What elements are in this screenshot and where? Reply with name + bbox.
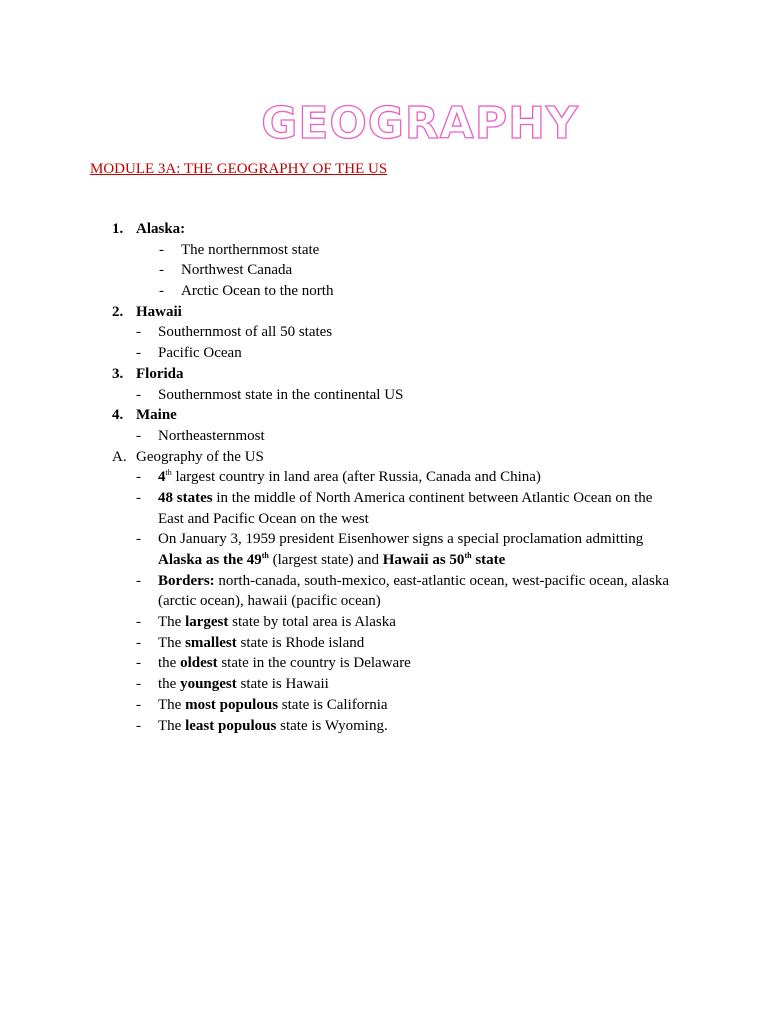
bold-text: smallest — [185, 634, 237, 651]
dash-bullet: - — [136, 345, 141, 362]
dash-bullet: - — [136, 614, 141, 631]
list-point — [0, 674, 768, 695]
list-marker: 2. — [112, 303, 124, 320]
list-item-heading — [0, 302, 768, 323]
dash-bullet: - — [159, 283, 164, 300]
list-point — [0, 612, 768, 633]
plain-text: The — [158, 614, 186, 631]
list-point — [0, 385, 768, 406]
point-text — [158, 571, 678, 612]
point-text — [158, 695, 388, 716]
plain-text: The — [158, 634, 186, 651]
list-point — [0, 695, 768, 716]
dash-bullet: - — [136, 386, 141, 403]
list-point — [0, 529, 768, 570]
list-point — [0, 488, 768, 529]
bold-text: oldest — [180, 655, 218, 672]
superscript: th — [165, 468, 172, 478]
bold-text: largest — [185, 614, 229, 631]
list-point — [0, 322, 768, 343]
list-point — [0, 571, 768, 612]
list-item-heading — [0, 219, 768, 240]
list-heading: Hawaii — [136, 303, 182, 320]
dash-bullet: - — [136, 655, 141, 672]
list-marker: 4. — [112, 407, 124, 424]
page-title: GEOGRAPHY — [261, 98, 579, 149]
dash-bullet: - — [136, 676, 141, 693]
point-text: Northeasternmost — [158, 427, 265, 444]
point-text — [158, 488, 678, 529]
list-point — [0, 467, 768, 488]
bold-text: Hawaii as 50 — [382, 552, 465, 569]
dash-bullet: - — [136, 717, 141, 734]
list-item-heading — [0, 364, 768, 385]
plain-text: On January 3, 1959 president Eisenhower signs a special proclamation admitting — [158, 531, 644, 548]
dash-bullet: - — [159, 262, 164, 279]
plain-text: state is Wyoming. — [276, 717, 388, 734]
point-text — [158, 529, 678, 570]
content-list — [0, 219, 768, 736]
point-text: Northwest Canada — [181, 262, 293, 279]
point-text: Southernmost state in the continental US — [158, 386, 404, 403]
plain-text: (largest state) and — [268, 552, 383, 569]
point-text: Pacific Ocean — [158, 345, 242, 362]
plain-text: the — [158, 676, 181, 693]
plain-text: state is Hawaii — [236, 676, 329, 693]
list-point — [0, 343, 768, 364]
module-heading: MODULE 3A: THE GEOGRAPHY OF THE US — [90, 161, 388, 177]
plain-text: state in the country is Delaware — [217, 655, 411, 672]
plain-text: state is California — [278, 696, 388, 713]
point-text — [158, 653, 411, 674]
list-item-heading — [0, 405, 768, 426]
list-point — [0, 260, 768, 281]
list-point — [0, 716, 768, 737]
point-text — [158, 674, 329, 695]
list-heading: Maine — [136, 407, 177, 424]
point-text — [158, 716, 388, 737]
dash-bullet: - — [136, 469, 141, 486]
bold-text: state — [471, 552, 506, 569]
dash-bullet: - — [136, 324, 141, 341]
plain-text: state by total area is Alaska — [228, 614, 396, 631]
plain-text: north-canada, south-mexico, east-atlantic ocean, west-pacific ocean, alaska (arctic ocean), hawaii (pacific ocean) — [158, 572, 670, 610]
plain-text: The — [158, 717, 186, 734]
bold-text: Alaska as the 49 — [158, 552, 262, 569]
plain-text: the — [158, 655, 181, 672]
bold-text: least populous — [185, 717, 277, 734]
point-text — [158, 467, 541, 488]
plain-text: in the middle of North America continent between Atlantic Ocean on the East and Pacific Ocean on the west — [158, 489, 653, 527]
dash-bullet: - — [136, 427, 141, 444]
list-heading: Alaska: — [136, 221, 186, 237]
dash-bullet: - — [136, 572, 141, 589]
point-text: The northernmost state — [181, 241, 320, 258]
bold-text: 4 — [158, 469, 166, 486]
plain-text: largest country in land area (after Russia, Canada and China) — [171, 469, 541, 486]
plain-text: The — [158, 696, 186, 713]
dash-bullet: - — [136, 489, 141, 506]
list-point — [0, 426, 768, 447]
superscript: th — [464, 551, 472, 561]
list-point — [0, 653, 768, 674]
list-marker: 3. — [112, 365, 124, 382]
dash-bullet: - — [136, 531, 141, 548]
bold-text: most populous — [185, 696, 279, 713]
list-point — [0, 633, 768, 654]
list-marker: A. — [112, 448, 127, 465]
list-heading: Florida — [136, 365, 184, 382]
point-text: Arctic Ocean to the north — [181, 283, 334, 300]
bold-text: youngest — [180, 676, 237, 693]
list-marker: 1. — [112, 221, 124, 237]
list-point — [0, 281, 768, 302]
list-heading: Geography of the US — [136, 448, 264, 465]
bold-text: 48 states — [158, 489, 213, 506]
plain-text: state is Rhode island — [236, 634, 365, 651]
dash-bullet: - — [136, 696, 141, 713]
superscript: th — [261, 551, 269, 561]
dash-bullet: - — [159, 241, 164, 258]
point-text — [158, 612, 396, 633]
bold-text: Borders: — [158, 572, 215, 589]
list-item-heading — [0, 447, 768, 468]
point-text: Southernmost of all 50 states — [158, 324, 333, 341]
dash-bullet: - — [136, 634, 141, 651]
point-text — [158, 633, 364, 654]
list-point — [0, 240, 768, 261]
